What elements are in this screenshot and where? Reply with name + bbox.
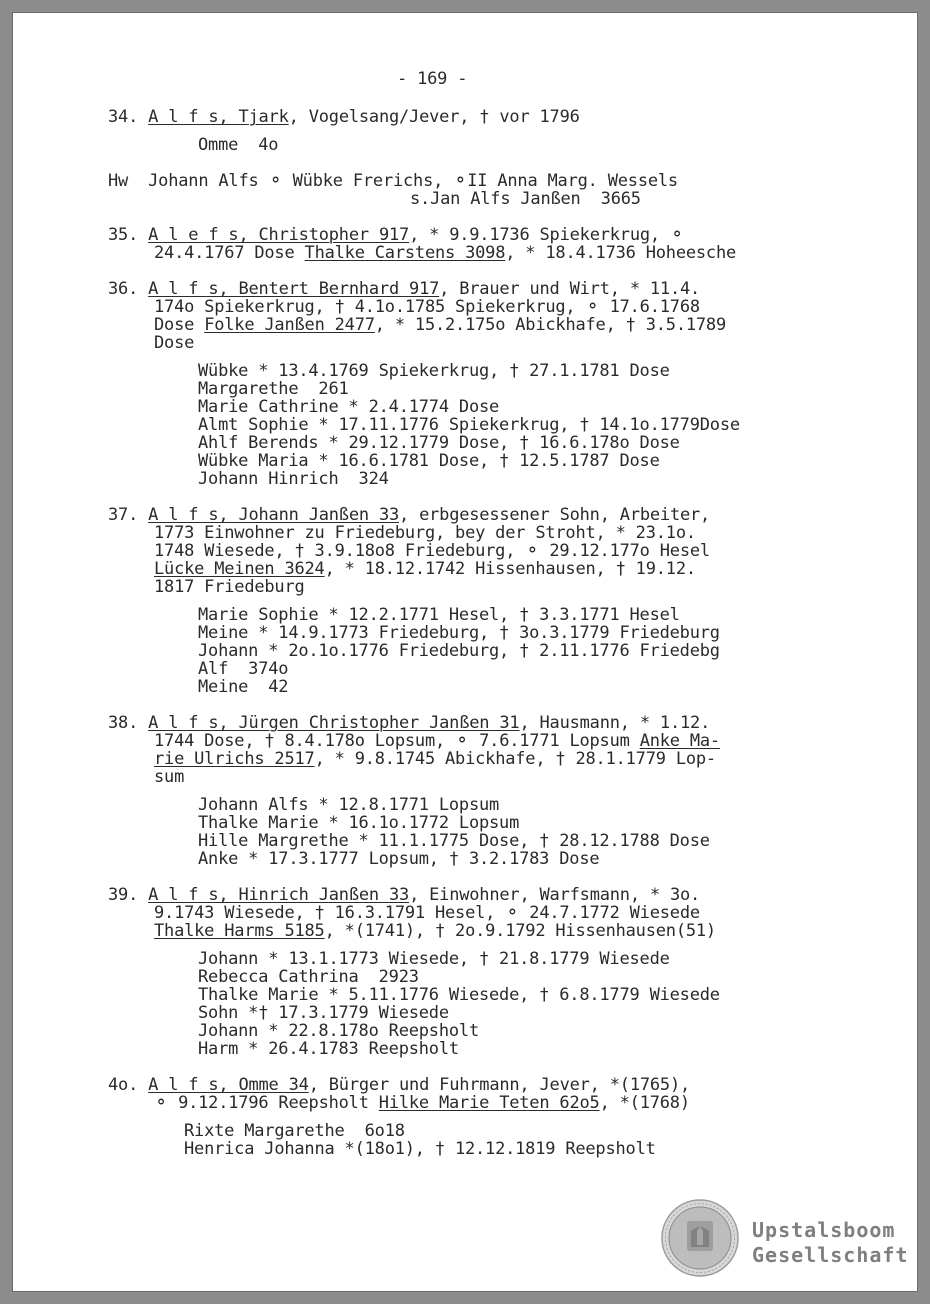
text-segment: Marie Cathrine * 2.4.1774 Dose [198,397,500,417]
logo-line-1: Upstalsboom [752,1218,896,1242]
text-segment: Hw Johann Alfs ⚬ Wübke Frerichs, ⚬II Anna Marg. Wessels [108,171,678,191]
text-segment: , * 18.12.1742 Hissenhausen, † 19.12. [324,559,696,579]
text-segment: Almt Sophie * 17.11.1776 Spiekerkrug, † 14.1o.1779Dose [198,415,740,435]
text-segment: 35. [108,225,149,245]
entry-38-child [198,796,499,814]
page-number: - 169 - [397,69,468,89]
text-segment: , erbgesessener Sohn, Arbeiter, [399,505,711,525]
text-segment: Marie Sophie * 12.2.1771 Hesel, † 3.3.1771 Hesel [198,605,680,625]
text-segment: 1817 Friedeburg [154,577,305,597]
text-segment: 1773 Einwohner zu Friedeburg, bey der Stroht, * 23.1o. [154,523,696,543]
entry-39-heading [108,886,700,904]
underlined-name: Folke Janßen 2477 [204,315,375,335]
entry-38-heading [108,714,710,732]
entry-37-line [154,524,696,542]
text-segment: 36. [108,279,149,299]
text-segment: Johann * 13.1.1773 Wiesede, † 21.8.1779 Wiesede [198,949,670,969]
text-segment: Wübke Maria * 16.6.1781 Dose, † 12.5.1787 Dose [198,451,660,471]
text-segment: Harm * 26.4.1783 Reepsholt [198,1039,459,1059]
text-segment: , * 15.2.175o Abickhafe, † 3.5.1789 [374,315,727,335]
text-segment: Omme 4o [198,135,279,155]
entry-36-line [154,298,700,316]
entry-34-parents [108,172,678,190]
underlined-name: Anke Ma- [639,731,720,751]
text-segment: Margarethe 261 [198,379,349,399]
text-segment: Sohn *† 17.3.1779 Wiesede [198,1003,449,1023]
entry-38-child [198,832,710,850]
text-segment: Johann * 22.8.178o Reepsholt [198,1021,479,1041]
text-segment: Meine 42 [198,677,289,697]
entry-34-heading [108,108,580,126]
entry-40-heading [108,1076,690,1094]
text-segment: 37. [108,505,149,525]
underlined-name: rie Ulrichs 2517 [154,749,315,769]
entry-37-child [198,660,288,678]
text-segment: Wübke * 13.4.1769 Spiekerkrug, † 27.1.1781 Dose [198,361,670,381]
text-segment: Hille Margrethe * 11.1.1775 Dose, † 28.12.1788 Dose [198,831,710,851]
entry-40-child [184,1140,656,1158]
text-segment: , Vogelsang/Jever, † vor 1796 [288,107,580,127]
text-segment: 39. [108,885,149,905]
text-segment: , Hausmann, * 1.12. [519,713,711,733]
entry-36-child [198,416,740,434]
entry-37-line [154,560,696,578]
entry-39-child [198,1040,459,1058]
text-segment: sum [154,767,185,787]
text-segment: Thalke Marie * 16.1o.1772 Lopsum [198,813,520,833]
entry-39-child [198,1022,479,1040]
underlined-name: Lücke Meinen 3624 [154,559,325,579]
text-segment: Johann Alfs * 12.8.1771 Lopsum [198,795,500,815]
text-segment: , Einwohner, Warfsmann, * 3o. [409,885,701,905]
underlined-name: A l f s, Jürgen Christopher Janßen 31 [148,713,520,733]
entry-39-child [198,1004,449,1022]
entry-36-line [154,316,726,334]
entry-37-child [198,606,680,624]
entry-38-line [154,750,716,768]
text-segment: s.Jan Alfs Janßen 3665 [410,189,641,209]
entry-36-line [154,334,194,352]
underlined-name: A l f s, Omme 34 [148,1075,309,1095]
underlined-name: A l f s, Bentert Bernhard 917 [148,279,440,299]
text-segment: 1744 Dose, † 8.4.178o Lopsum, ⚬ 7.6.1771 Lopsum [154,731,640,751]
underlined-name: Hilke Marie Teten 62o5 [378,1093,600,1113]
entry-36-child [198,434,680,452]
underlined-name: A l e f s, Christopher 917 [148,225,410,245]
entry-40-line [154,1094,690,1112]
entry-36-child [198,398,499,416]
text-segment: 9.1743 Wiesede, † 16.3.1791 Hesel, ⚬ 24.7.1772 Wiesede [154,903,700,923]
text-segment: , Brauer und Wirt, * 11.4. [439,279,701,299]
entry-36-child [198,362,670,380]
entry-37-child [198,678,288,696]
entry-40-child [184,1122,405,1140]
entry-34-parents-ref [410,190,641,208]
entry-37-line [154,542,710,560]
underlined-name: Thalke Harms 5185 [154,921,325,941]
entry-38-line [154,768,184,786]
underlined-name: Thalke Carstens 3098 [304,243,506,263]
text-segment: , * 9.8.1745 Abickhafe, † 28.1.1779 Lop- [314,749,716,769]
entry-36-child [198,470,389,488]
text-segment: Henrica Johanna *(18o1), † 12.12.1819 Reepsholt [184,1139,656,1159]
text-segment: , Bürger und Fuhrmann, Jever, *(1765), [308,1075,691,1095]
text-segment: Thalke Marie * 5.11.1776 Wiesede, † 6.8.1779 Wiesede [198,985,720,1005]
document-page [12,12,918,1292]
entry-38-line [154,732,720,750]
text-segment: 38. [108,713,149,733]
society-logo-text [752,1218,909,1268]
text-segment: Ahlf Berends * 29.12.1779 Dose, † 16.6.178o Dose [198,433,680,453]
text-segment: , * 18.4.1736 Hoheesche [505,243,737,263]
text-segment: , * 9.9.1736 Spiekerkrug, ⚬ [409,225,685,245]
entry-39-child [198,986,720,1004]
entry-35-line [154,244,736,262]
text-segment: Johann * 2o.1o.1776 Friedeburg, † 2.11.1776 Friedebg [198,641,720,661]
text-segment: Rebecca Cathrina 2923 [198,967,419,987]
text-segment: Johann Hinrich 324 [198,469,389,489]
text-segment: 4o. [108,1075,149,1095]
entry-38-child [198,814,519,832]
entry-37-child [198,624,720,642]
underlined-name: A l f s, Hinrich Janßen 33 [148,885,410,905]
entry-38-child [198,850,599,868]
entry-36-child [198,380,349,398]
entry-36-heading [108,280,700,298]
entry-34-child [198,136,278,154]
entry-37-child [198,642,720,660]
text-segment: 1748 Wiesede, † 3.9.18o8 Friedeburg, ⚬ 29.12.177o Hesel [154,541,710,561]
text-segment: ⚬ 9.12.1796 Reepsholt [154,1093,379,1113]
text-segment: Anke * 17.3.1777 Lopsum, † 3.2.1783 Dose [198,849,600,869]
text-segment: Rixte Margarethe 6o18 [184,1121,405,1141]
text-segment: 24.4.1767 Dose [154,243,305,263]
text-segment: 34. [108,107,149,127]
underlined-name: A l f s, Johann Janßen 33 [148,505,400,525]
entry-39-line [154,922,716,940]
text-segment: Alf 374o [198,659,289,679]
text-segment: 174o Spiekerkrug, † 4.1o.1785 Spiekerkrug, ⚬ 17.6.1768 [154,297,700,317]
text-segment: Dose [154,333,195,353]
entry-39-child [198,950,670,968]
text-segment: , *(1741), † 2o.9.1792 Hissenhausen(51) [324,921,716,941]
entry-36-child [198,452,660,470]
text-segment: , *(1768) [599,1093,690,1113]
logo-line-2: Gesellschaft [752,1243,909,1267]
entry-37-heading [108,506,710,524]
underlined-name: A l f s, Tjark [148,107,289,127]
text-segment: Meine * 14.9.1773 Friedeburg, † 3o.3.1779 Friedeburg [198,623,720,643]
entry-35-heading [108,226,684,244]
entry-39-child [198,968,419,986]
entry-39-line [154,904,700,922]
entry-37-line [154,578,305,596]
society-seal-icon [661,1199,739,1277]
text-segment: Dose [154,315,205,335]
